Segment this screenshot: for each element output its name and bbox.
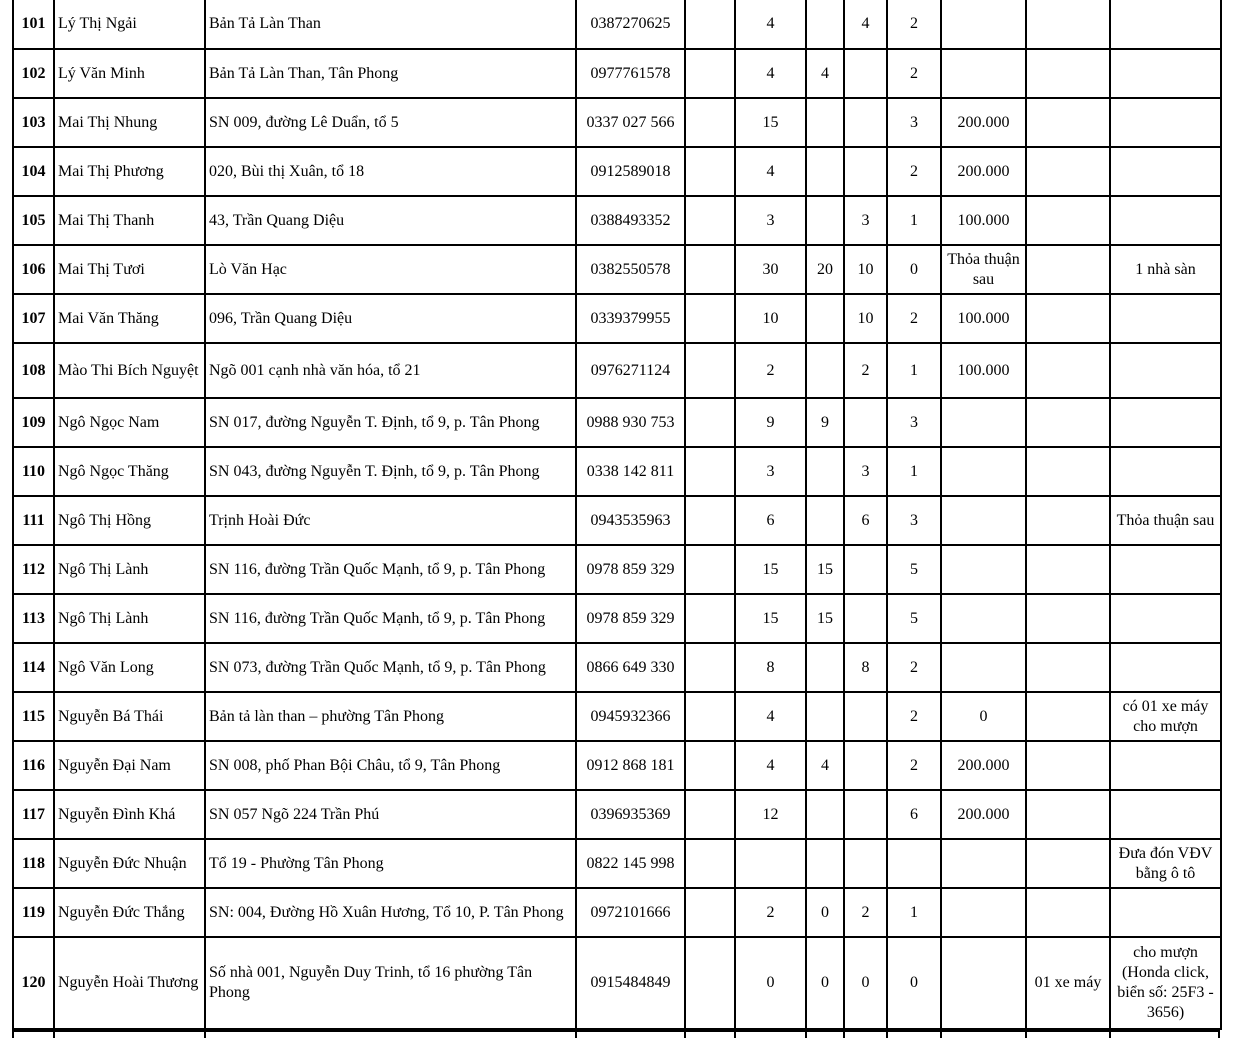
cell-vehicle xyxy=(1026,545,1110,594)
cell-full-name: Lý Văn Minh xyxy=(54,49,205,98)
table-row xyxy=(13,49,1221,98)
cell-phone-number: 0866 649 330 xyxy=(576,643,685,692)
cell-col-type-a: 20 xyxy=(806,245,844,294)
cell-row-number: 105 xyxy=(13,196,54,245)
cell-phone-number: 0382550578 xyxy=(576,245,685,294)
cell-col-rooms-total: 2 xyxy=(735,888,806,937)
cell-address: SN 057 Ngõ 224 Trần Phú xyxy=(205,790,576,839)
cell-col-type-a: 4 xyxy=(806,49,844,98)
cell-full-name: Ngô Thị Lành xyxy=(54,594,205,643)
cell-note xyxy=(1110,196,1221,245)
cell-col-type-a: 15 xyxy=(806,545,844,594)
cell-col-type-a xyxy=(806,196,844,245)
cell-price: 200.000 xyxy=(941,98,1026,147)
cell-vehicle xyxy=(1026,643,1110,692)
cell-col-type-b: 3 xyxy=(844,447,887,496)
cell-row-number: 103 xyxy=(13,98,54,147)
cell-full-name: Nguyễn Đức Thắng xyxy=(54,888,205,937)
cell-price xyxy=(941,888,1026,937)
cell-price xyxy=(941,496,1026,545)
cell-row-number: 113 xyxy=(13,594,54,643)
cell-price xyxy=(941,49,1026,98)
cell-col-blank xyxy=(685,937,735,1029)
cell-full-name: Mào Thi Bích Nguyệt xyxy=(54,343,205,398)
cell-col-blank xyxy=(685,294,735,343)
cell-col-type-b: 10 xyxy=(844,245,887,294)
cell-col-rooms-total: 9 xyxy=(735,398,806,447)
cell-col-rooms-total: 4 xyxy=(735,741,806,790)
cell-col-rooms-total: 30 xyxy=(735,245,806,294)
cell-address: Tổ 19 - Phường Tân Phong xyxy=(205,839,576,888)
cell-row-number: 120 xyxy=(13,937,54,1029)
cell-col-type-b: 4 xyxy=(844,0,887,49)
cell-col-rooms-total: 3 xyxy=(735,447,806,496)
table-row xyxy=(13,343,1221,398)
cell-col-rooms-total: 0 xyxy=(735,937,806,1029)
cell-note xyxy=(1110,790,1221,839)
cell-col-type-b: 8 xyxy=(844,643,887,692)
cell-note xyxy=(1110,49,1221,98)
cell-col-capacity: 6 xyxy=(887,790,941,839)
cell-address: 020, Bùi thị Xuân, tổ 18 xyxy=(205,147,576,196)
cell-col-type-b xyxy=(844,839,887,888)
cell-phone-number: 0977761578 xyxy=(576,49,685,98)
cell-row-number: 114 xyxy=(13,643,54,692)
cell-row-number: 119 xyxy=(13,888,54,937)
cell-note xyxy=(1110,643,1221,692)
cell-phone-number: 0972101666 xyxy=(576,888,685,937)
cell-price xyxy=(941,839,1026,888)
cell-col-rooms-total: 4 xyxy=(735,147,806,196)
cell-col-capacity: 3 xyxy=(887,398,941,447)
cell-col-capacity: 3 xyxy=(887,98,941,147)
cell-phone-number: 0915484849 xyxy=(576,937,685,1029)
cell-col-type-a xyxy=(806,0,844,49)
cell-vehicle xyxy=(1026,245,1110,294)
cell-col-blank xyxy=(685,49,735,98)
cell-col-rooms-total xyxy=(735,839,806,888)
cell-col-type-a xyxy=(806,294,844,343)
cell-row-number: 117 xyxy=(13,790,54,839)
table-row xyxy=(13,790,1221,839)
cell-col-capacity: 1 xyxy=(887,196,941,245)
cell-note xyxy=(1110,147,1221,196)
cell-price xyxy=(941,937,1026,1029)
cell-address: SN 008, phố Phan Bội Châu, tổ 9, Tân Phong xyxy=(205,741,576,790)
cell-note xyxy=(1110,398,1221,447)
cell-col-blank xyxy=(685,741,735,790)
table-row xyxy=(13,643,1221,692)
cell-full-name: Mai Thị Phương xyxy=(54,147,205,196)
cell-col-rooms-total: 4 xyxy=(735,692,806,741)
next-row-edge xyxy=(12,1030,1220,1038)
cell-note xyxy=(1110,98,1221,147)
cell-price: 200.000 xyxy=(941,741,1026,790)
cell-vehicle xyxy=(1026,447,1110,496)
cell-col-type-b: 2 xyxy=(844,343,887,398)
cell-full-name: Ngô Ngọc Nam xyxy=(54,398,205,447)
cell-vehicle xyxy=(1026,594,1110,643)
cell-price: 100.000 xyxy=(941,294,1026,343)
cell-full-name: Ngô Thị Hồng xyxy=(54,496,205,545)
cell-phone-number: 0396935369 xyxy=(576,790,685,839)
cell-col-blank xyxy=(685,196,735,245)
table-row xyxy=(13,196,1221,245)
cell-row-number: 106 xyxy=(13,245,54,294)
cell-vehicle xyxy=(1026,888,1110,937)
cell-row-number: 115 xyxy=(13,692,54,741)
cell-col-rooms-total: 6 xyxy=(735,496,806,545)
cell-col-type-b: 6 xyxy=(844,496,887,545)
table-row xyxy=(13,294,1221,343)
cell-address: SN 116, đường Trần Quốc Mạnh, tổ 9, p. Tân Phong xyxy=(205,545,576,594)
cell-phone-number: 0388493352 xyxy=(576,196,685,245)
cell-vehicle xyxy=(1026,839,1110,888)
table-body xyxy=(13,0,1221,1029)
cell-col-blank xyxy=(685,888,735,937)
cell-col-capacity: 2 xyxy=(887,49,941,98)
cell-phone-number: 0978 859 329 xyxy=(576,594,685,643)
cell-col-type-b: 2 xyxy=(844,888,887,937)
cell-col-blank xyxy=(685,790,735,839)
table-row xyxy=(13,147,1221,196)
cell-col-capacity: 5 xyxy=(887,594,941,643)
table-row xyxy=(13,839,1221,888)
table-row xyxy=(13,741,1221,790)
cell-price: 100.000 xyxy=(941,196,1026,245)
cell-col-type-a xyxy=(806,496,844,545)
cell-col-type-a: 0 xyxy=(806,888,844,937)
cell-note xyxy=(1110,741,1221,790)
cell-col-type-b: 0 xyxy=(844,937,887,1029)
cell-col-type-b xyxy=(844,147,887,196)
cell-price: 100.000 xyxy=(941,343,1026,398)
cell-note: cho mượn (Honda click, biển số: 25F3 - 3656) xyxy=(1110,937,1221,1029)
cell-col-blank xyxy=(685,545,735,594)
cell-col-blank xyxy=(685,343,735,398)
cell-col-type-a: 4 xyxy=(806,741,844,790)
cell-col-capacity: 1 xyxy=(887,888,941,937)
cell-col-blank xyxy=(685,839,735,888)
cell-full-name: Mai Thị Nhung xyxy=(54,98,205,147)
cell-phone-number: 0912 868 181 xyxy=(576,741,685,790)
cell-full-name: Nguyễn Đại Nam xyxy=(54,741,205,790)
cell-col-type-b xyxy=(844,790,887,839)
cell-phone-number: 0945932366 xyxy=(576,692,685,741)
cell-phone-number: 0387270625 xyxy=(576,0,685,49)
cell-col-blank xyxy=(685,245,735,294)
cell-col-capacity: 5 xyxy=(887,545,941,594)
cell-phone-number: 0337 027 566 xyxy=(576,98,685,147)
table-row xyxy=(13,98,1221,147)
cell-address: SN 009, đường Lê Duẩn, tổ 5 xyxy=(205,98,576,147)
cell-phone-number: 0338 142 811 xyxy=(576,447,685,496)
cell-note: 1 nhà sàn xyxy=(1110,245,1221,294)
cell-vehicle xyxy=(1026,343,1110,398)
cell-col-blank xyxy=(685,147,735,196)
cell-vehicle xyxy=(1026,741,1110,790)
cell-col-capacity: 1 xyxy=(887,447,941,496)
cell-col-type-b xyxy=(844,545,887,594)
table-row xyxy=(13,888,1221,937)
cell-full-name: Mai Thị Thanh xyxy=(54,196,205,245)
cell-phone-number: 0912589018 xyxy=(576,147,685,196)
cell-col-type-b xyxy=(844,594,887,643)
cell-note xyxy=(1110,545,1221,594)
cell-col-blank xyxy=(685,692,735,741)
cell-address: SN: 004, Đường Hồ Xuân Hương, Tổ 10, P. Tân Phong xyxy=(205,888,576,937)
table-row xyxy=(13,692,1221,741)
cell-col-rooms-total: 15 xyxy=(735,594,806,643)
cell-col-capacity: 1 xyxy=(887,343,941,398)
cell-col-type-a xyxy=(806,839,844,888)
cell-col-blank xyxy=(685,447,735,496)
cell-address: Bản tả làn than – phường Tân Phong xyxy=(205,692,576,741)
cell-vehicle xyxy=(1026,398,1110,447)
cell-price xyxy=(941,0,1026,49)
cell-col-blank xyxy=(685,496,735,545)
cell-phone-number: 0988 930 753 xyxy=(576,398,685,447)
cell-row-number: 110 xyxy=(13,447,54,496)
cell-col-type-a: 0 xyxy=(806,937,844,1029)
cell-note: có 01 xe máy cho mượn xyxy=(1110,692,1221,741)
table-row xyxy=(13,398,1221,447)
cell-col-rooms-total: 4 xyxy=(735,49,806,98)
cell-address: 096, Trần Quang Diệu xyxy=(205,294,576,343)
cell-row-number: 116 xyxy=(13,741,54,790)
cell-address: Bản Tả Làn Than xyxy=(205,0,576,49)
cell-address: SN 073, đường Trần Quốc Mạnh, tổ 9, p. Tân Phong xyxy=(205,643,576,692)
cell-price: 200.000 xyxy=(941,147,1026,196)
table-row xyxy=(13,496,1221,545)
cell-col-type-b xyxy=(844,398,887,447)
cell-price xyxy=(941,594,1026,643)
cell-vehicle xyxy=(1026,692,1110,741)
cell-address: Bản Tả Làn Than, Tân Phong xyxy=(205,49,576,98)
cell-col-blank xyxy=(685,98,735,147)
cell-row-number: 102 xyxy=(13,49,54,98)
cell-col-type-a xyxy=(806,147,844,196)
cell-row-number: 108 xyxy=(13,343,54,398)
cell-address: 43, Trần Quang Diệu xyxy=(205,196,576,245)
cell-col-capacity: 3 xyxy=(887,496,941,545)
cell-full-name: Ngô Thị Lành xyxy=(54,545,205,594)
cell-col-capacity: 2 xyxy=(887,741,941,790)
cell-col-type-b: 10 xyxy=(844,294,887,343)
cell-col-type-b xyxy=(844,49,887,98)
cell-full-name: Lý Thị Ngải xyxy=(54,0,205,49)
cell-col-blank xyxy=(685,0,735,49)
cell-col-type-a xyxy=(806,790,844,839)
cell-col-capacity: 2 xyxy=(887,147,941,196)
cell-full-name: Mai Văn Thăng xyxy=(54,294,205,343)
cell-phone-number: 0976271124 xyxy=(576,343,685,398)
cell-note xyxy=(1110,594,1221,643)
cell-vehicle xyxy=(1026,0,1110,49)
data-table xyxy=(12,0,1222,1030)
cell-phone-number: 0822 145 998 xyxy=(576,839,685,888)
cell-price xyxy=(941,545,1026,594)
cell-row-number: 101 xyxy=(13,0,54,49)
cell-col-rooms-total: 10 xyxy=(735,294,806,343)
cell-note xyxy=(1110,343,1221,398)
cell-phone-number: 0943535963 xyxy=(576,496,685,545)
cell-price: Thỏa thuận sau xyxy=(941,245,1026,294)
cell-col-type-a xyxy=(806,98,844,147)
cell-col-capacity xyxy=(887,839,941,888)
cell-address: SN 116, đường Trần Quốc Mạnh, tổ 9, p. Tân Phong xyxy=(205,594,576,643)
cell-col-capacity: 2 xyxy=(887,643,941,692)
cell-note xyxy=(1110,888,1221,937)
cell-vehicle xyxy=(1026,496,1110,545)
cell-col-type-a xyxy=(806,692,844,741)
cell-col-type-a xyxy=(806,343,844,398)
cell-full-name: Nguyễn Hoài Thương xyxy=(54,937,205,1029)
cell-col-type-b xyxy=(844,741,887,790)
cell-vehicle xyxy=(1026,790,1110,839)
cell-full-name: Mai Thị Tươi xyxy=(54,245,205,294)
cell-row-number: 118 xyxy=(13,839,54,888)
cell-address: SN 043, đường Nguyễn T. Định, tổ 9, p. Tân Phong xyxy=(205,447,576,496)
cell-row-number: 111 xyxy=(13,496,54,545)
cell-price xyxy=(941,643,1026,692)
cell-phone-number: 0978 859 329 xyxy=(576,545,685,594)
cell-col-type-a: 9 xyxy=(806,398,844,447)
cell-price: 0 xyxy=(941,692,1026,741)
cell-col-rooms-total: 2 xyxy=(735,343,806,398)
cell-col-capacity: 2 xyxy=(887,294,941,343)
cell-full-name: Ngô Văn Long xyxy=(54,643,205,692)
cell-price: 200.000 xyxy=(941,790,1026,839)
cell-address: SN 017, đường Nguyễn T. Định, tổ 9, p. Tân Phong xyxy=(205,398,576,447)
cell-col-capacity: 2 xyxy=(887,692,941,741)
cell-note xyxy=(1110,294,1221,343)
cell-col-blank xyxy=(685,643,735,692)
cell-address: Trịnh Hoài Đức xyxy=(205,496,576,545)
table-row xyxy=(13,937,1221,1029)
cell-col-blank xyxy=(685,398,735,447)
cell-col-rooms-total: 15 xyxy=(735,545,806,594)
cell-vehicle: 01 xe máy xyxy=(1026,937,1110,1029)
cell-col-type-a: 15 xyxy=(806,594,844,643)
cell-vehicle xyxy=(1026,49,1110,98)
cell-row-number: 104 xyxy=(13,147,54,196)
cell-col-rooms-total: 3 xyxy=(735,196,806,245)
cell-row-number: 107 xyxy=(13,294,54,343)
cell-address: Lò Văn Hạc xyxy=(205,245,576,294)
table-row xyxy=(13,0,1221,49)
cell-col-type-a xyxy=(806,643,844,692)
cell-price xyxy=(941,398,1026,447)
cell-full-name: Nguyễn Đức Nhuận xyxy=(54,839,205,888)
cell-col-type-b: 3 xyxy=(844,196,887,245)
cell-note xyxy=(1110,0,1221,49)
cell-row-number: 109 xyxy=(13,398,54,447)
cell-address: Ngõ 001 cạnh nhà văn hóa, tổ 21 xyxy=(205,343,576,398)
cell-vehicle xyxy=(1026,98,1110,147)
cell-full-name: Nguyễn Đình Khá xyxy=(54,790,205,839)
cell-note: Thỏa thuận sau xyxy=(1110,496,1221,545)
cell-col-blank xyxy=(685,594,735,643)
cell-vehicle xyxy=(1026,196,1110,245)
cell-col-type-b xyxy=(844,692,887,741)
cell-note: Đưa đón VĐV bằng ô tô xyxy=(1110,839,1221,888)
cell-col-rooms-total: 4 xyxy=(735,0,806,49)
table-row xyxy=(13,545,1221,594)
cell-col-capacity: 0 xyxy=(887,245,941,294)
cell-vehicle xyxy=(1026,147,1110,196)
cell-col-rooms-total: 15 xyxy=(735,98,806,147)
table-row xyxy=(13,447,1221,496)
cell-address: Số nhà 001, Nguyễn Duy Trinh, tổ 16 phường Tân Phong xyxy=(205,937,576,1029)
cell-row-number: 112 xyxy=(13,545,54,594)
table-row xyxy=(13,594,1221,643)
cell-phone-number: 0339379955 xyxy=(576,294,685,343)
cell-col-rooms-total: 12 xyxy=(735,790,806,839)
table-row xyxy=(13,245,1221,294)
cell-note xyxy=(1110,447,1221,496)
cell-col-capacity: 2 xyxy=(887,0,941,49)
cell-col-type-b xyxy=(844,98,887,147)
cell-vehicle xyxy=(1026,294,1110,343)
cell-full-name: Nguyễn Bá Thái xyxy=(54,692,205,741)
cell-price xyxy=(941,447,1026,496)
cell-full-name: Ngô Ngọc Thăng xyxy=(54,447,205,496)
cell-col-capacity: 0 xyxy=(887,937,941,1029)
cell-col-rooms-total: 8 xyxy=(735,643,806,692)
cell-col-type-a xyxy=(806,447,844,496)
